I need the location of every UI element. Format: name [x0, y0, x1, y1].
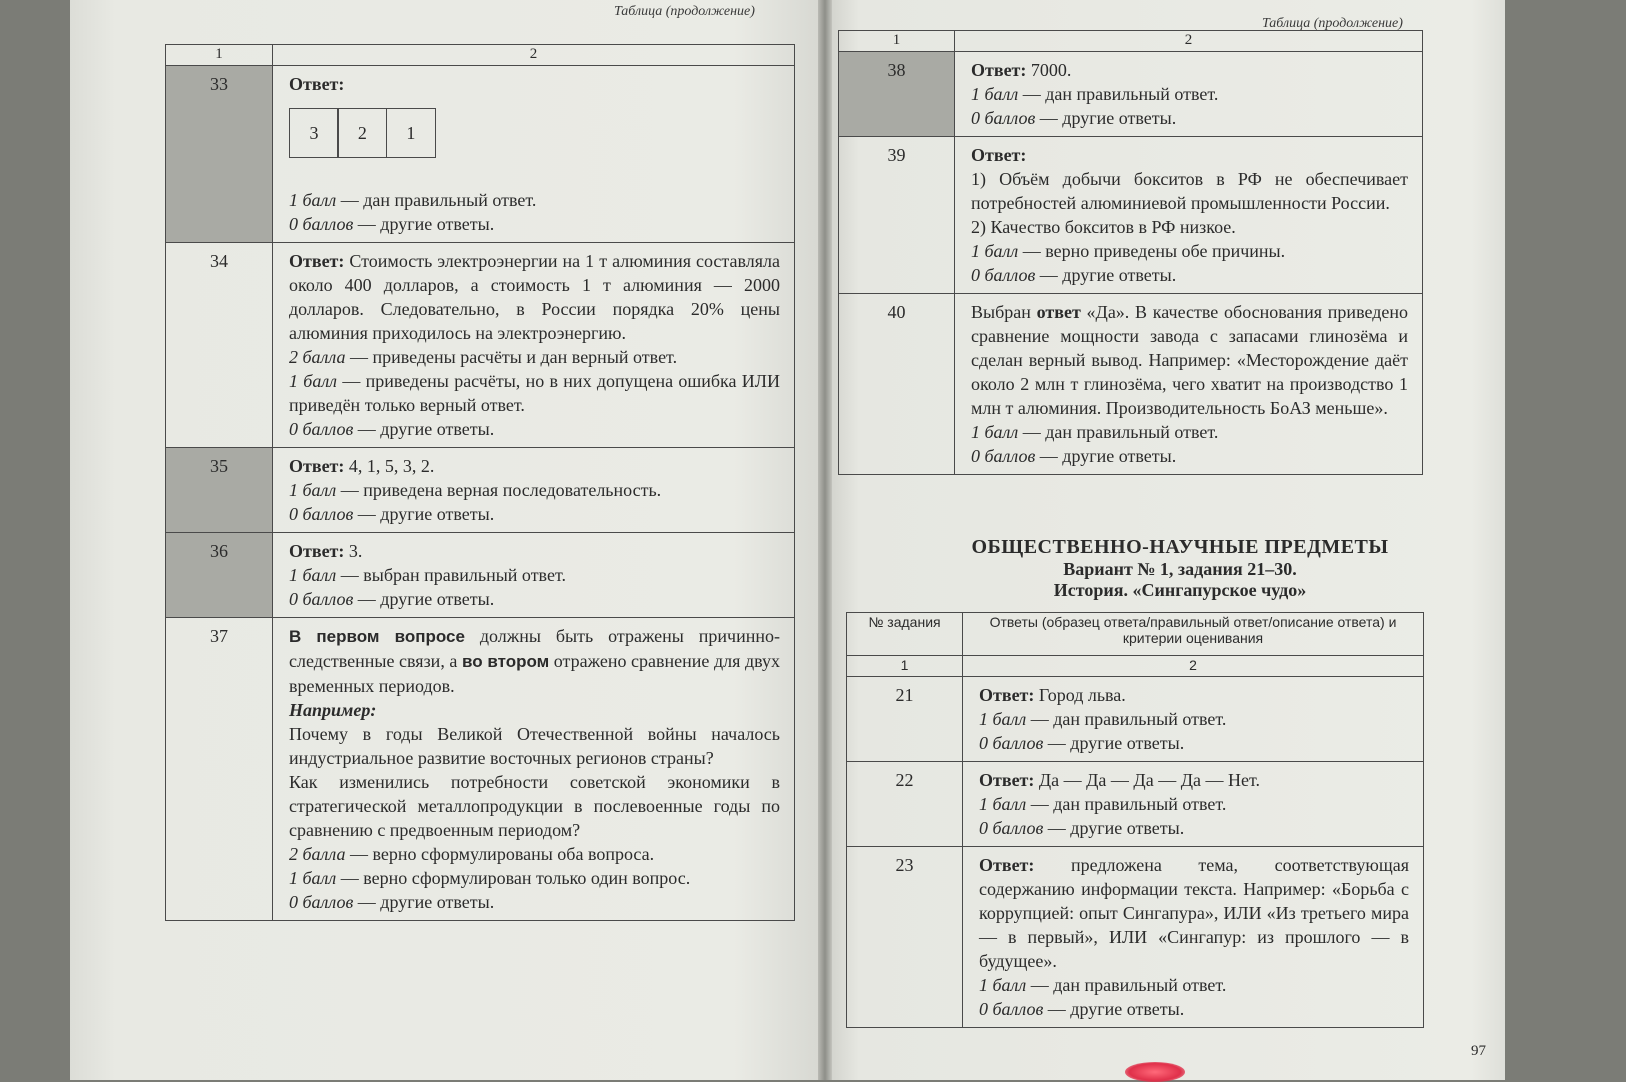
criterion-points: 1 балл: [979, 709, 1027, 729]
task-number: 21: [847, 677, 963, 762]
answer-point: 2) Качество бокситов в РФ низкое.: [971, 217, 1236, 237]
answer-paragraph: [289, 539, 780, 563]
red-object-glow: [1125, 1062, 1185, 1082]
criterion-points: 1 балл: [971, 241, 1019, 261]
answer-text: 3.: [344, 541, 363, 561]
task-row-35: [166, 448, 795, 533]
criterion-points: 1 балл: [289, 480, 337, 500]
task-row-21: [847, 677, 1424, 762]
column-2-header: Ответы (образец ответа/правильный ответ/описание ответа) и критерии оценивания: [963, 613, 1424, 656]
criterion-text: — другие ответы.: [1035, 108, 1177, 128]
criterion: [289, 369, 780, 417]
criterion: [289, 188, 780, 212]
task-number: 40: [839, 294, 955, 475]
criterion: [979, 997, 1409, 1021]
criterion-text: — верно сформулированы оба вопроса.: [345, 844, 655, 864]
answer-sequence-boxes: [289, 108, 780, 158]
criterion: [971, 106, 1408, 130]
task-number: 38: [839, 52, 955, 137]
criterion: [971, 420, 1408, 444]
task-row-40: [839, 294, 1423, 475]
criterion-points: 0 баллов: [289, 419, 354, 439]
task-row-33: [166, 66, 795, 243]
bold-phrase: В первом вопросе: [289, 627, 465, 646]
criterion-points: 0 баллов: [979, 733, 1044, 753]
answer-text: 7000.: [1026, 60, 1072, 80]
criterion-points: 2 балла: [289, 347, 346, 367]
table-header-row: [847, 613, 1424, 656]
bold-phrase: во втором: [461, 652, 550, 671]
sequence-cell: 2: [337, 108, 387, 158]
answer-label: Ответ:: [289, 456, 345, 476]
answers-table-social: [846, 612, 1424, 1028]
example-question: Как изменились потребности советской экономики в стратегической металлопродукции в послевоенные годы по сравнению с предвоенным периодом?: [289, 772, 780, 840]
task-row-39: [839, 137, 1423, 294]
criterion: [289, 212, 780, 236]
answer-paragraph: [971, 58, 1408, 82]
criterion-text: — другие ответы.: [353, 504, 495, 524]
task-answer: [955, 137, 1423, 294]
answer-paragraph: [289, 454, 780, 478]
criterion: [971, 444, 1408, 468]
criterion-text: — приведена верная последовательность.: [336, 480, 662, 500]
criterion-points: 2 балла: [289, 844, 346, 864]
task-row-37: [166, 618, 795, 921]
criterion-points: 0 баллов: [289, 892, 354, 912]
criterion-points: 1 балл: [289, 190, 337, 210]
task-answer: [963, 847, 1424, 1028]
task-answer: [273, 243, 795, 448]
criterion: [289, 417, 780, 441]
criterion-text: — другие ответы.: [353, 589, 495, 609]
section-subject: История. «Сингапурское чудо»: [1053, 580, 1307, 600]
column-2-header: 2: [273, 45, 795, 66]
criterion-text: — дан правильный ответ.: [336, 190, 537, 210]
column-1-header: 1: [839, 31, 955, 52]
intro-text: должны быть отражены причинно-следственные связи, а: [289, 626, 781, 671]
answer-text: «Да». В качестве обоснования приведено сравнение мощности завода с запасами глинозёма и сделан верный вывод. Например: «Месторождение даёт около 2 млн т глинозёма, чего хватит на производство 1 млн т алюминия. Производительность БоАЗ меньше».: [971, 302, 1408, 418]
task-answer: [955, 294, 1423, 475]
table-number-row: [847, 656, 1424, 677]
answer-text: Выбран: [971, 302, 1037, 322]
criterion-points: 1 балл: [971, 84, 1019, 104]
answer-point: 1) Объём добычи бокситов в РФ не обеспечивает потребностей алюминиевой промышленности России.: [971, 169, 1408, 213]
criterion-points: 0 баллов: [971, 446, 1036, 466]
column-1-header: 1: [166, 45, 273, 66]
criterion-points: 0 баллов: [289, 589, 354, 609]
criterion-points: 1 балл: [971, 422, 1019, 442]
task-answer: [273, 448, 795, 533]
criterion-text: — другие ответы.: [1043, 999, 1185, 1019]
answer-text: Да — Да — Да — Да — Нет.: [1034, 770, 1260, 790]
criterion: [971, 82, 1408, 106]
task-answer: [273, 618, 795, 921]
book-gutter: [818, 0, 832, 1080]
criterion: [289, 866, 780, 890]
answer-label: Ответ:: [971, 60, 1027, 80]
answer-paragraph: [971, 300, 1408, 420]
criterion-points: 0 баллов: [289, 214, 354, 234]
criterion: [979, 792, 1409, 816]
answer-text: 4, 1, 5, 3, 2.: [344, 456, 435, 476]
task-answer: [273, 533, 795, 618]
task-row-38: [839, 52, 1423, 137]
task-number: 22: [847, 762, 963, 847]
column-2-number: 2: [963, 656, 1424, 677]
table-continuation-caption: Таблица (продолжение): [1262, 16, 1403, 31]
answers-table-left: [165, 44, 795, 921]
task-number: 35: [166, 448, 273, 533]
task-answer: [963, 677, 1424, 762]
task-answer: [273, 66, 795, 243]
criterion-points: 0 баллов: [289, 504, 354, 524]
answer-label: Ответ:: [289, 541, 345, 561]
criterion-text: — дан правильный ответ.: [1018, 84, 1219, 104]
criterion-text: — дан правильный ответ.: [1026, 794, 1227, 814]
answer-paragraph: [979, 768, 1409, 792]
example-label: Например:: [289, 700, 377, 720]
answer-text: Стоимость электроэнергии на 1 т алюминия составляла около 400 долларов, а стоимость 1 т алюминия — 2000 долларов. Следовательно, в России порядка 20% цены алюминия приходилось на электроэнергию.: [289, 251, 780, 343]
criterion-text: — другие ответы.: [1043, 733, 1185, 753]
answer-label: Ответ:: [979, 770, 1035, 790]
criterion: [289, 890, 780, 914]
task-row-23: [847, 847, 1424, 1028]
task-answer: [963, 762, 1424, 847]
answers-table-right: [838, 30, 1423, 475]
table-header-row: [839, 31, 1423, 52]
answer-bold-word: ответ: [1036, 302, 1081, 322]
criterion-text: — дан правильный ответ.: [1026, 709, 1227, 729]
answer-label: Ответ:: [971, 145, 1027, 165]
criterion-text: — другие ответы.: [353, 214, 495, 234]
task-row-36: [166, 533, 795, 618]
criterion-points: 1 балл: [979, 975, 1027, 995]
answer-label: Ответ:: [289, 74, 345, 94]
answer-text: предложена тема, соответствующая содержанию информации текста. Например: «Борьба с коррупцией: опыт Сингапура», ИЛИ «Из третьего мира — в первый», ИЛИ «Сингапур: из прошлого — в будущее».: [979, 855, 1409, 971]
task-number: 39: [839, 137, 955, 294]
criterion: [979, 707, 1409, 731]
table-header-row: [166, 45, 795, 66]
section-variant: Вариант № 1, задания 21–30.: [1063, 559, 1297, 579]
task-number: 33: [166, 66, 273, 243]
answer-paragraph: [979, 853, 1409, 973]
column-1-number: 1: [847, 656, 963, 677]
criterion-text: — дан правильный ответ.: [1018, 422, 1219, 442]
answer-text: Город льва.: [1034, 685, 1126, 705]
task-row-22: [847, 762, 1424, 847]
criterion-points: 1 балл: [289, 371, 338, 391]
sequence-cell: 3: [289, 108, 339, 158]
example-question: Почему в годы Великой Отечественной войны началось индустриальное развитие восточных регионов страны?: [289, 724, 780, 768]
task-number: 36: [166, 533, 273, 618]
table-continuation-caption: Таблица (продолжение): [614, 4, 755, 19]
criterion-points: 1 балл: [289, 868, 337, 888]
page-number: 97: [1471, 1043, 1486, 1059]
criterion-text: — верно приведены обе причины.: [1018, 241, 1286, 261]
criterion-text: — другие ответы.: [1035, 446, 1177, 466]
criterion: [979, 731, 1409, 755]
criterion: [971, 263, 1408, 287]
answer-intro: [289, 624, 780, 698]
answer-label: Ответ:: [979, 685, 1035, 705]
sequence-cell: 1: [386, 108, 436, 158]
criterion: [289, 345, 780, 369]
column-2-header: 2: [955, 31, 1423, 52]
criterion-text: — другие ответы.: [353, 419, 495, 439]
answer-label: Ответ:: [979, 855, 1035, 875]
criterion-points: 0 баллов: [971, 265, 1036, 285]
task-number: 37: [166, 618, 273, 921]
criterion-points: 0 баллов: [979, 818, 1044, 838]
criterion: [289, 842, 780, 866]
criterion-text: — выбран правильный ответ.: [336, 565, 566, 585]
criterion: [289, 563, 780, 587]
criterion-points: 1 балл: [979, 794, 1027, 814]
criterion: [979, 816, 1409, 840]
task-answer: [955, 52, 1423, 137]
criterion-points: 1 балл: [289, 565, 337, 585]
criterion: [289, 502, 780, 526]
task-number: 23: [847, 847, 963, 1028]
section-heading: [840, 536, 1520, 601]
criterion-text: — другие ответы.: [1035, 265, 1177, 285]
task-number: 34: [166, 243, 273, 448]
intro-text: отражено сравнение для двух временных периодов.: [289, 651, 780, 696]
criterion-text: — дан правильный ответ.: [1026, 975, 1227, 995]
criterion-text: — другие ответы.: [1043, 818, 1185, 838]
answer-label: Ответ:: [289, 251, 345, 271]
criterion: [289, 587, 780, 611]
criterion: [971, 239, 1408, 263]
criterion-points: 0 баллов: [979, 999, 1044, 1019]
criterion-text: — верно сформулирован только один вопрос.: [336, 868, 691, 888]
criterion: [979, 973, 1409, 997]
criterion-text: — другие ответы.: [353, 892, 495, 912]
column-1-header: № задания: [847, 613, 963, 656]
criterion-points: 0 баллов: [971, 108, 1036, 128]
answer-paragraph: [979, 683, 1409, 707]
answer-paragraph: [289, 249, 780, 345]
criterion-text: — приведены расчёты, но в них допущена ошибка ИЛИ приведён только верный ответ.: [289, 371, 781, 415]
section-title: ОБЩЕСТВЕННО-НАУЧНЫЕ ПРЕДМЕТЫ: [971, 536, 1389, 558]
task-row-34: [166, 243, 795, 448]
criterion-text: — приведены расчёты и дан верный ответ.: [345, 347, 678, 367]
criterion: [289, 478, 780, 502]
